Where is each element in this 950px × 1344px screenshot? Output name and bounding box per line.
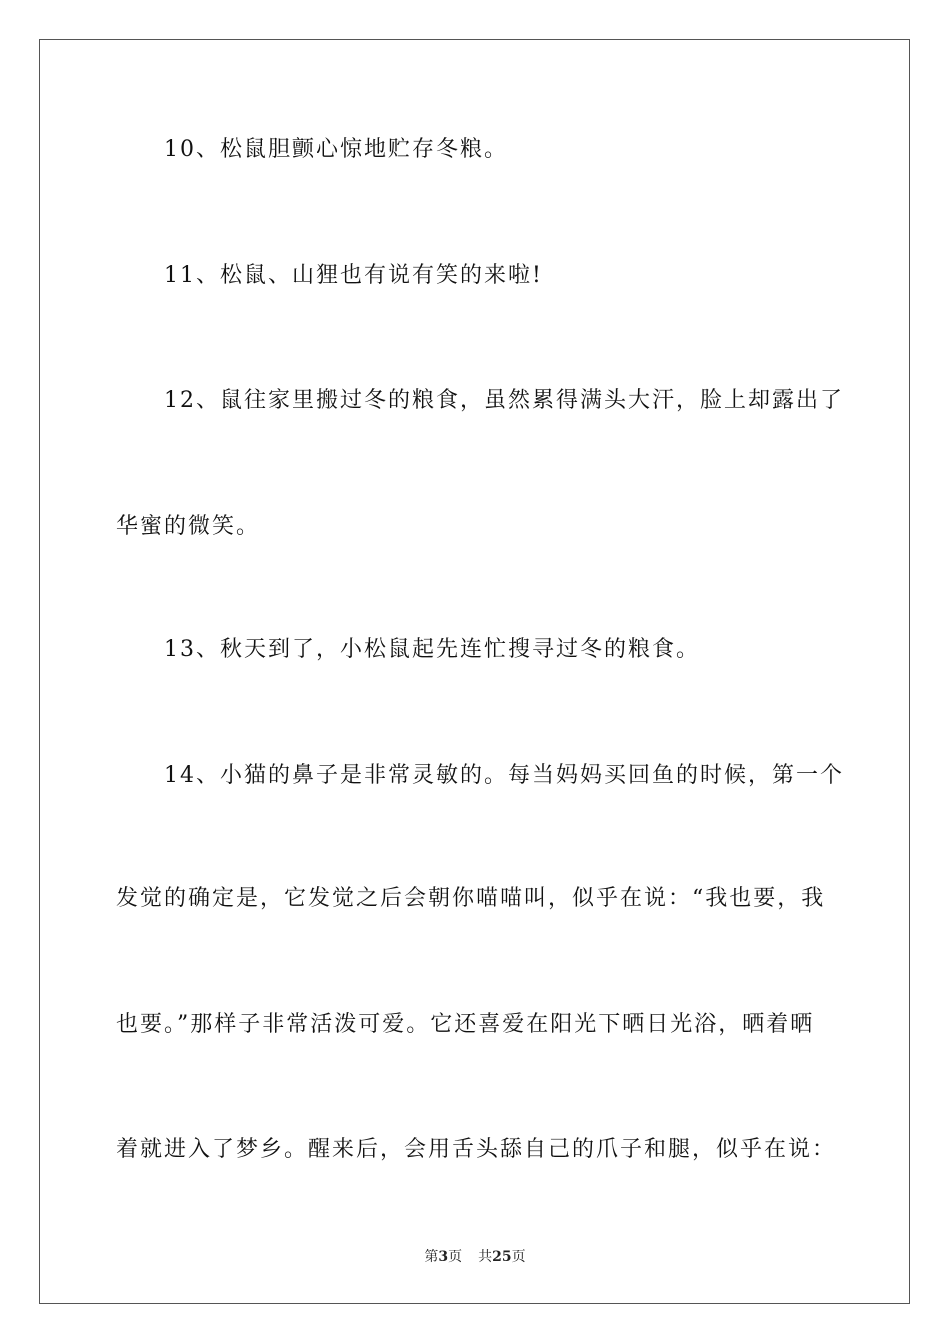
paragraph-14-line-3: 也要。”那样子非常活泼可爱。它还喜爱在阳光下晒日光浴，晒着晒 [116, 1012, 815, 1037]
paragraph-10: 10、松鼠胆颤心惊地贮存冬粮。 [164, 137, 508, 162]
paragraph-12-line-1: 12、鼠往家里搬过冬的粮食，虽然累得满头大汗，脸上却露出了 [164, 388, 844, 413]
paragraph-12-line-2: 华蜜的微笑。 [116, 514, 261, 539]
footer-total-suffix: 页 [511, 1249, 526, 1265]
page-border [39, 39, 910, 1304]
paragraph-13: 13、秋天到了，小松鼠起先连忙搜寻过冬的粮食。 [164, 637, 700, 662]
footer-total-prefix: 共 [478, 1249, 493, 1265]
paragraph-14-line-1: 14、小猫的鼻子是非常灵敏的。每当妈妈买回鱼的时候，第一个 [164, 763, 844, 788]
footer-page-prefix: 第 [424, 1249, 439, 1265]
paragraph-14-line-2: 发觉的确定是，它发觉之后会朝你喵喵叫，似乎在说：“我也要，我 [116, 886, 826, 911]
page-footer [0, 1248, 950, 1266]
footer-page-total: 25 [492, 1249, 512, 1265]
footer-page-suffix: 页 [448, 1249, 463, 1265]
paragraph-14-line-4: 着就进入了梦乡。醒来后，会用舌头舔自己的爪子和腿，似乎在说： [116, 1137, 837, 1162]
paragraph-11: 11、松鼠、山狸也有说有笑的来啦! [164, 263, 543, 288]
footer-page-current: 3 [438, 1249, 449, 1265]
